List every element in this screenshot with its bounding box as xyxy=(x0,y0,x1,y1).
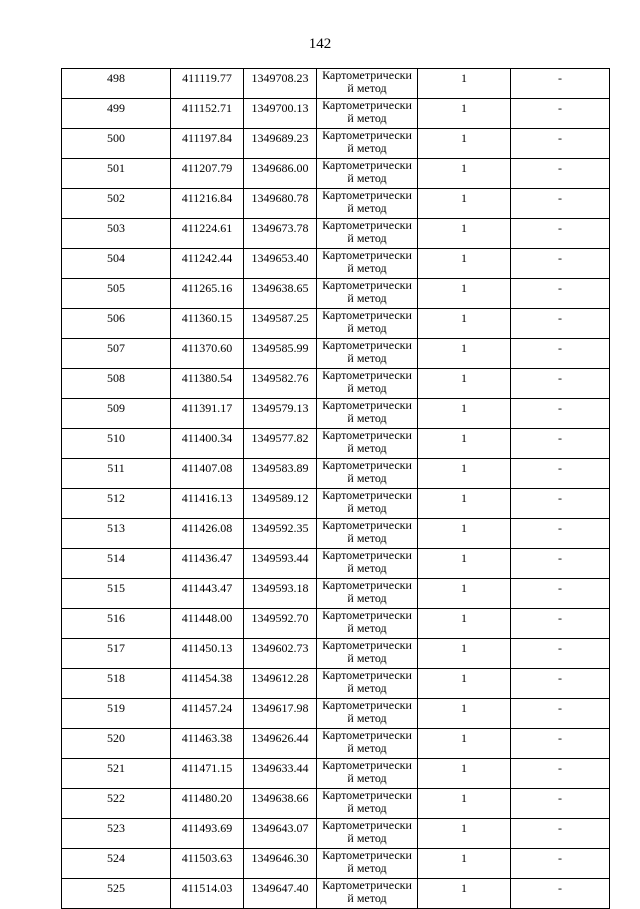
method-line-2: й метод xyxy=(347,711,387,725)
y-coordinate-cell: 1349612.28 xyxy=(244,669,317,699)
accuracy-cell: 1 xyxy=(418,159,511,189)
point-number-cell: 518 xyxy=(62,669,171,699)
y-coordinate-cell: 1349593.18 xyxy=(244,579,317,609)
description-cell: - xyxy=(511,549,610,579)
table-body xyxy=(62,69,610,909)
method-line-2: й метод xyxy=(347,891,387,905)
y-coordinate-cell: 1349638.65 xyxy=(244,279,317,309)
point-number-cell: 525 xyxy=(62,879,171,909)
method-line-2: й метод xyxy=(347,171,387,185)
y-coordinate-cell: 1349582.76 xyxy=(244,369,317,399)
accuracy-cell: 1 xyxy=(418,819,511,849)
description-cell: - xyxy=(511,129,610,159)
description-cell: - xyxy=(511,489,610,519)
point-number-cell: 519 xyxy=(62,699,171,729)
table-row xyxy=(62,729,610,759)
point-number-cell: 524 xyxy=(62,849,171,879)
method-cell xyxy=(317,99,418,129)
table-row xyxy=(62,309,610,339)
method-cell xyxy=(317,189,418,219)
description-cell: - xyxy=(511,249,610,279)
accuracy-cell: 1 xyxy=(418,69,511,99)
description-cell: - xyxy=(511,699,610,729)
method-line-1: Картометрически xyxy=(322,338,412,352)
method-cell xyxy=(317,759,418,789)
point-number-cell: 510 xyxy=(62,429,171,459)
page-number: 142 xyxy=(308,36,332,52)
x-coordinate-cell: 411448.00 xyxy=(171,609,244,639)
x-coordinate-cell: 411450.13 xyxy=(171,639,244,669)
description-cell: - xyxy=(511,579,610,609)
point-number-cell: 503 xyxy=(62,219,171,249)
x-coordinate-cell: 411514.03 xyxy=(171,879,244,909)
table-row xyxy=(62,459,610,489)
y-coordinate-cell: 1349593.44 xyxy=(244,549,317,579)
y-coordinate-cell: 1349643.07 xyxy=(244,819,317,849)
table-row xyxy=(62,129,610,159)
table-row xyxy=(62,549,610,579)
method-line-2: й метод xyxy=(347,321,387,335)
table-row xyxy=(62,639,610,669)
method-line-2: й метод xyxy=(347,141,387,155)
method-line-1: Картометрически xyxy=(322,98,412,112)
x-coordinate-cell: 411457.24 xyxy=(171,699,244,729)
accuracy-cell: 1 xyxy=(418,99,511,129)
accuracy-cell: 1 xyxy=(418,849,511,879)
method-line-1: Картометрически xyxy=(322,728,412,742)
y-coordinate-cell: 1349589.12 xyxy=(244,489,317,519)
x-coordinate-cell: 411426.08 xyxy=(171,519,244,549)
method-cell xyxy=(317,279,418,309)
table-row xyxy=(62,519,610,549)
method-line-1: Картометрически xyxy=(322,758,412,772)
table-row xyxy=(62,759,610,789)
description-cell: - xyxy=(511,519,610,549)
point-number-cell: 513 xyxy=(62,519,171,549)
method-cell xyxy=(317,219,418,249)
method-cell xyxy=(317,819,418,849)
method-line-2: й метод xyxy=(347,381,387,395)
point-number-cell: 517 xyxy=(62,639,171,669)
x-coordinate-cell: 411503.63 xyxy=(171,849,244,879)
y-coordinate-cell: 1349592.35 xyxy=(244,519,317,549)
accuracy-cell: 1 xyxy=(418,219,511,249)
y-coordinate-cell: 1349587.25 xyxy=(244,309,317,339)
x-coordinate-cell: 411380.54 xyxy=(171,369,244,399)
point-number-cell: 498 xyxy=(62,69,171,99)
method-cell xyxy=(317,339,418,369)
method-cell xyxy=(317,399,418,429)
x-coordinate-cell: 411360.15 xyxy=(171,309,244,339)
x-coordinate-cell: 411443.47 xyxy=(171,579,244,609)
y-coordinate-cell: 1349653.40 xyxy=(244,249,317,279)
method-cell xyxy=(317,879,418,909)
table-row xyxy=(62,219,610,249)
method-line-1: Картометрически xyxy=(322,608,412,622)
accuracy-cell: 1 xyxy=(418,519,511,549)
point-number-cell: 523 xyxy=(62,819,171,849)
method-line-1: Картометрически xyxy=(322,578,412,592)
x-coordinate-cell: 411463.38 xyxy=(171,729,244,759)
description-cell: - xyxy=(511,849,610,879)
method-line-2: й метод xyxy=(347,561,387,575)
x-coordinate-cell: 411436.47 xyxy=(171,549,244,579)
method-line-2: й метод xyxy=(347,501,387,515)
point-number-cell: 514 xyxy=(62,549,171,579)
y-coordinate-cell: 1349647.40 xyxy=(244,879,317,909)
method-line-2: й метод xyxy=(347,291,387,305)
y-coordinate-cell: 1349708.23 xyxy=(244,69,317,99)
description-cell: - xyxy=(511,639,610,669)
y-coordinate-cell: 1349646.30 xyxy=(244,849,317,879)
x-coordinate-cell: 411391.17 xyxy=(171,399,244,429)
x-coordinate-cell: 411119.77 xyxy=(171,69,244,99)
method-cell xyxy=(317,699,418,729)
method-line-2: й метод xyxy=(347,111,387,125)
accuracy-cell: 1 xyxy=(418,249,511,279)
description-cell: - xyxy=(511,309,610,339)
table-row xyxy=(62,279,610,309)
x-coordinate-cell: 411480.20 xyxy=(171,789,244,819)
table-row xyxy=(62,819,610,849)
method-cell xyxy=(317,369,418,399)
method-line-1: Картометрически xyxy=(322,128,412,142)
description-cell: - xyxy=(511,339,610,369)
point-number-cell: 499 xyxy=(62,99,171,129)
method-line-2: й метод xyxy=(347,351,387,365)
accuracy-cell: 1 xyxy=(418,129,511,159)
accuracy-cell: 1 xyxy=(418,489,511,519)
point-number-cell: 508 xyxy=(62,369,171,399)
method-line-2: й метод xyxy=(347,771,387,785)
description-cell: - xyxy=(511,459,610,489)
coordinates-table xyxy=(61,68,610,909)
point-number-cell: 500 xyxy=(62,129,171,159)
method-line-2: й метод xyxy=(347,591,387,605)
method-cell xyxy=(317,429,418,459)
description-cell: - xyxy=(511,159,610,189)
y-coordinate-cell: 1349583.89 xyxy=(244,459,317,489)
point-number-cell: 521 xyxy=(62,759,171,789)
method-line-2: й метод xyxy=(347,651,387,665)
accuracy-cell: 1 xyxy=(418,789,511,819)
y-coordinate-cell: 1349579.13 xyxy=(244,399,317,429)
method-line-2: й метод xyxy=(347,231,387,245)
method-cell xyxy=(317,459,418,489)
x-coordinate-cell: 411242.44 xyxy=(171,249,244,279)
description-cell: - xyxy=(511,759,610,789)
table-row xyxy=(62,789,610,819)
method-cell xyxy=(317,69,418,99)
method-line-2: й метод xyxy=(347,531,387,545)
table-row xyxy=(62,699,610,729)
description-cell: - xyxy=(511,429,610,459)
description-cell: - xyxy=(511,399,610,429)
method-line-2: й метод xyxy=(347,681,387,695)
method-line-2: й метод xyxy=(347,831,387,845)
method-line-1: Картометрически xyxy=(322,548,412,562)
method-line-1: Картометрически xyxy=(322,848,412,862)
method-line-1: Картометрически xyxy=(322,428,412,442)
method-line-1: Картометрически xyxy=(322,278,412,292)
method-cell xyxy=(317,159,418,189)
accuracy-cell: 1 xyxy=(418,579,511,609)
x-coordinate-cell: 411224.61 xyxy=(171,219,244,249)
method-line-2: й метод xyxy=(347,201,387,215)
accuracy-cell: 1 xyxy=(418,549,511,579)
y-coordinate-cell: 1349602.73 xyxy=(244,639,317,669)
point-number-cell: 515 xyxy=(62,579,171,609)
method-line-1: Картометрически xyxy=(322,668,412,682)
y-coordinate-cell: 1349577.82 xyxy=(244,429,317,459)
description-cell: - xyxy=(511,279,610,309)
table-row xyxy=(62,579,610,609)
x-coordinate-cell: 411416.13 xyxy=(171,489,244,519)
point-number-cell: 501 xyxy=(62,159,171,189)
method-cell xyxy=(317,519,418,549)
method-line-1: Картометрически xyxy=(322,308,412,322)
x-coordinate-cell: 411216.84 xyxy=(171,189,244,219)
method-line-1: Картометрически xyxy=(322,458,412,472)
description-cell: - xyxy=(511,69,610,99)
method-line-1: Картометрически xyxy=(322,698,412,712)
method-cell xyxy=(317,489,418,519)
table-row xyxy=(62,669,610,699)
method-line-1: Картометрически xyxy=(322,218,412,232)
description-cell: - xyxy=(511,369,610,399)
method-line-2: й метод xyxy=(347,801,387,815)
y-coordinate-cell: 1349689.23 xyxy=(244,129,317,159)
point-number-cell: 507 xyxy=(62,339,171,369)
method-cell xyxy=(317,549,418,579)
method-line-1: Картометрически xyxy=(322,68,412,82)
method-line-1: Картометрически xyxy=(322,368,412,382)
y-coordinate-cell: 1349633.44 xyxy=(244,759,317,789)
y-coordinate-cell: 1349686.00 xyxy=(244,159,317,189)
table-row xyxy=(62,489,610,519)
method-line-1: Картометрически xyxy=(322,158,412,172)
method-line-2: й метод xyxy=(347,471,387,485)
accuracy-cell: 1 xyxy=(418,879,511,909)
method-line-1: Картометрически xyxy=(322,398,412,412)
y-coordinate-cell: 1349626.44 xyxy=(244,729,317,759)
method-cell xyxy=(317,129,418,159)
method-line-1: Картометрически xyxy=(322,638,412,652)
method-line-2: й метод xyxy=(347,861,387,875)
method-cell xyxy=(317,669,418,699)
method-line-2: й метод xyxy=(347,441,387,455)
table-row xyxy=(62,339,610,369)
point-number-cell: 520 xyxy=(62,729,171,759)
description-cell: - xyxy=(511,879,610,909)
table-row xyxy=(62,429,610,459)
point-number-cell: 509 xyxy=(62,399,171,429)
table-row xyxy=(62,879,610,909)
point-number-cell: 522 xyxy=(62,789,171,819)
accuracy-cell: 1 xyxy=(418,729,511,759)
accuracy-cell: 1 xyxy=(418,279,511,309)
table-row xyxy=(62,189,610,219)
method-cell xyxy=(317,849,418,879)
method-line-2: й метод xyxy=(347,741,387,755)
method-line-2: й метод xyxy=(347,261,387,275)
accuracy-cell: 1 xyxy=(418,189,511,219)
x-coordinate-cell: 411265.16 xyxy=(171,279,244,309)
description-cell: - xyxy=(511,99,610,129)
point-number-cell: 516 xyxy=(62,609,171,639)
x-coordinate-cell: 411471.15 xyxy=(171,759,244,789)
accuracy-cell: 1 xyxy=(418,459,511,489)
x-coordinate-cell: 411207.79 xyxy=(171,159,244,189)
y-coordinate-cell: 1349700.13 xyxy=(244,99,317,129)
method-cell xyxy=(317,729,418,759)
table-row xyxy=(62,399,610,429)
method-cell xyxy=(317,609,418,639)
x-coordinate-cell: 411493.69 xyxy=(171,819,244,849)
description-cell: - xyxy=(511,729,610,759)
method-cell xyxy=(317,789,418,819)
accuracy-cell: 1 xyxy=(418,309,511,339)
table-row xyxy=(62,369,610,399)
point-number-cell: 504 xyxy=(62,249,171,279)
table-row xyxy=(62,849,610,879)
method-cell xyxy=(317,309,418,339)
description-cell: - xyxy=(511,219,610,249)
y-coordinate-cell: 1349617.98 xyxy=(244,699,317,729)
method-cell xyxy=(317,249,418,279)
accuracy-cell: 1 xyxy=(418,639,511,669)
table-row xyxy=(62,69,610,99)
point-number-cell: 506 xyxy=(62,309,171,339)
method-line-1: Картометрически xyxy=(322,248,412,262)
method-line-2: й метод xyxy=(347,411,387,425)
accuracy-cell: 1 xyxy=(418,369,511,399)
method-cell xyxy=(317,639,418,669)
method-line-2: й метод xyxy=(347,81,387,95)
method-line-1: Картометрически xyxy=(322,818,412,832)
table-row xyxy=(62,609,610,639)
accuracy-cell: 1 xyxy=(418,399,511,429)
accuracy-cell: 1 xyxy=(418,609,511,639)
method-line-1: Картометрически xyxy=(322,878,412,892)
y-coordinate-cell: 1349592.70 xyxy=(244,609,317,639)
x-coordinate-cell: 411197.84 xyxy=(171,129,244,159)
description-cell: - xyxy=(511,189,610,219)
description-cell: - xyxy=(511,789,610,819)
description-cell: - xyxy=(511,819,610,849)
table-row xyxy=(62,99,610,129)
y-coordinate-cell: 1349673.78 xyxy=(244,219,317,249)
x-coordinate-cell: 411152.71 xyxy=(171,99,244,129)
description-cell: - xyxy=(511,669,610,699)
x-coordinate-cell: 411454.38 xyxy=(171,669,244,699)
x-coordinate-cell: 411400.34 xyxy=(171,429,244,459)
accuracy-cell: 1 xyxy=(418,429,511,459)
method-line-1: Картометрически xyxy=(322,518,412,532)
method-line-1: Картометрически xyxy=(322,788,412,802)
method-line-1: Картометрически xyxy=(322,488,412,502)
point-number-cell: 512 xyxy=(62,489,171,519)
description-cell: - xyxy=(511,609,610,639)
x-coordinate-cell: 411370.60 xyxy=(171,339,244,369)
method-line-2: й метод xyxy=(347,621,387,635)
accuracy-cell: 1 xyxy=(418,339,511,369)
method-cell xyxy=(317,579,418,609)
point-number-cell: 502 xyxy=(62,189,171,219)
table-row xyxy=(62,249,610,279)
y-coordinate-cell: 1349680.78 xyxy=(244,189,317,219)
method-line-1: Картометрически xyxy=(322,188,412,202)
point-number-cell: 505 xyxy=(62,279,171,309)
x-coordinate-cell: 411407.08 xyxy=(171,459,244,489)
table-row xyxy=(62,159,610,189)
point-number-cell: 511 xyxy=(62,459,171,489)
accuracy-cell: 1 xyxy=(418,669,511,699)
accuracy-cell: 1 xyxy=(418,759,511,789)
y-coordinate-cell: 1349638.66 xyxy=(244,789,317,819)
accuracy-cell: 1 xyxy=(418,699,511,729)
y-coordinate-cell: 1349585.99 xyxy=(244,339,317,369)
